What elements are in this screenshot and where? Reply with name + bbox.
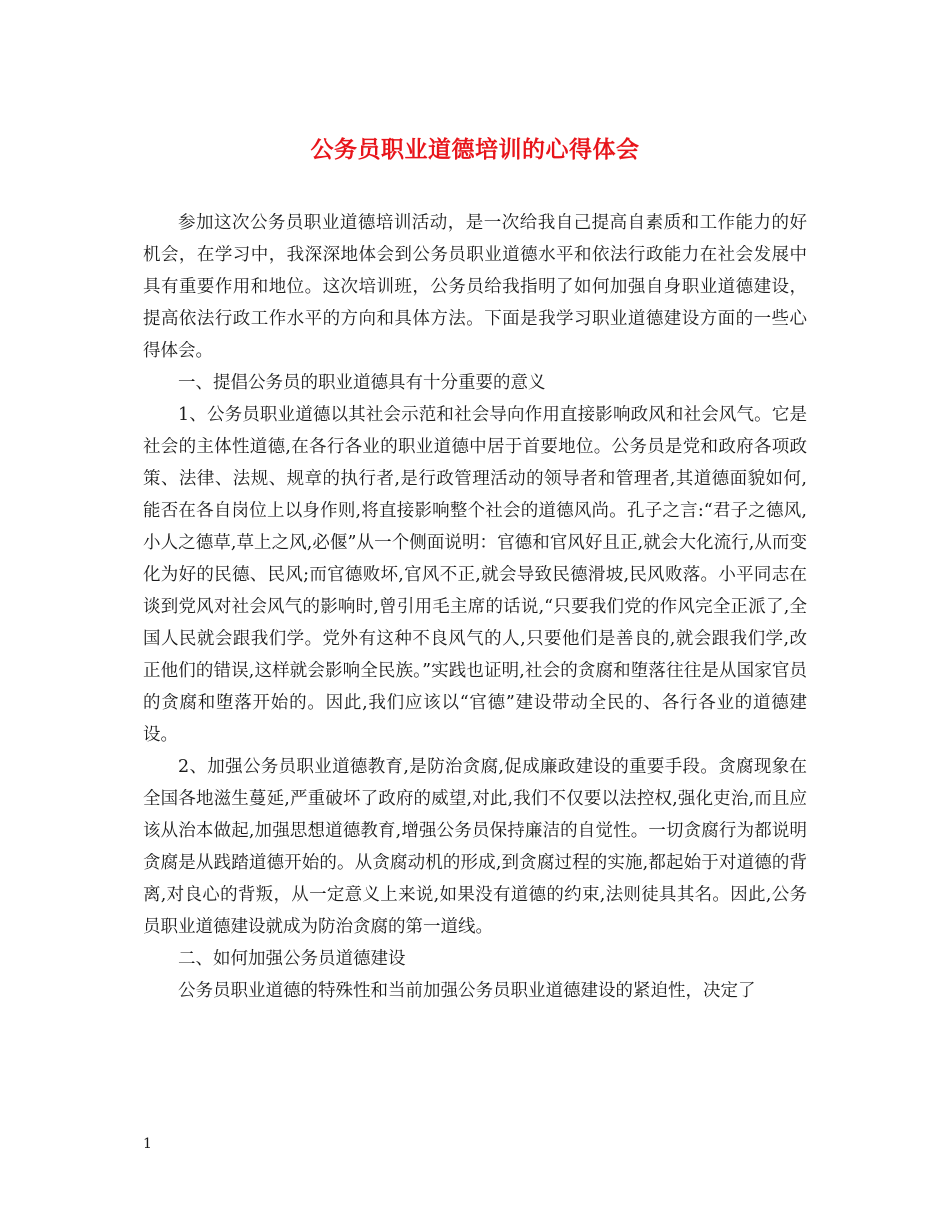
paragraph-continued: 公务员职业道德的特殊性和当前加强公务员职业道德建设的紧迫性，决定了 <box>178 981 756 1001</box>
document-title: 公务员职业道德培训的心得体会 <box>310 136 640 163</box>
document-body <box>143 207 807 1007</box>
section-heading-2: 二、如何加强公务员道德建设 <box>178 949 406 969</box>
page-number: 1 <box>143 1136 152 1152</box>
paragraph-point-2: 2、加强公务员职业道德教育,是防治贪腐,促成廉政建设的重要手段。贪腐现象在全国各地滋生蔓延,严重破坏了政府的威望,对此,我们不仅要以法控权,强化吏治,而且应该从治本做起,加强思想道德教育,增强公务员保持廉洁的自觉性。一切贪腐行为都说明贪腐是从践踏道德开始的。从贪腐动机的形成,到贪腐过程的实施,都起始于对道德的背离,对良心的背叛，从一定意义上来说,如果没有道德的约束,法则徒具其名。因此,公务员职业道德建设就成为防治贪腐的第一道线。 <box>143 757 807 937</box>
section-heading-1: 一、提倡公务员的职业道德具有十分重要的意义 <box>178 373 546 393</box>
paragraph-intro: 参加这次公务员职业道德培训活动，是一次给我自己提高自素质和工作能力的好机会，在学习中，我深深地体会到公务员职业道德水平和依法行政能力在社会发展中具有重要作用和地位。这次培训班，公务员给我指明了如何加强自身职业道德建设，提高依法行政工作水平的方向和具体方法。下面是我学习职业道德建设方面的一些心得体会。 <box>143 213 807 361</box>
paragraph-point-1: 1、公务员职业道德以其社会示范和社会导向作用直接影响政风和社会风气。它是社会的主体性道德,在各行各业的职业道德中居于首要地位。公务员是党和政府各项政策、法律、法规、规章的执行者,是行政管理活动的领导者和管理者,其道德面貌如何,能否在各自岗位上以身作则,将直接影响整个社会的道德风尚。孔子之言:“君子之德风,小人之德草,草上之风,必偃”从一个侧面说明：官德和官风好且正,就会大化流行,从而变化为好的民德、民风;而官德败坏,官风不正,就会导致民德滑坡,民风败落。小平同志在谈到党风对社会风气的影响时,曾引用毛主席的话说,“只要我们党的作风完全正派了,全国人民就会跟我们学。党外有这种不良风气的人,只要他们是善良的,就会跟我们学,改正他们的错误,这样就会影响全民族。”实践也证明,社会的贪腐和堕落往往是从国家官员的贪腐和堕落开始的。因此,我们应该以“官德”建设带动全民的、各行各业的道德建设。 <box>143 405 807 745</box>
